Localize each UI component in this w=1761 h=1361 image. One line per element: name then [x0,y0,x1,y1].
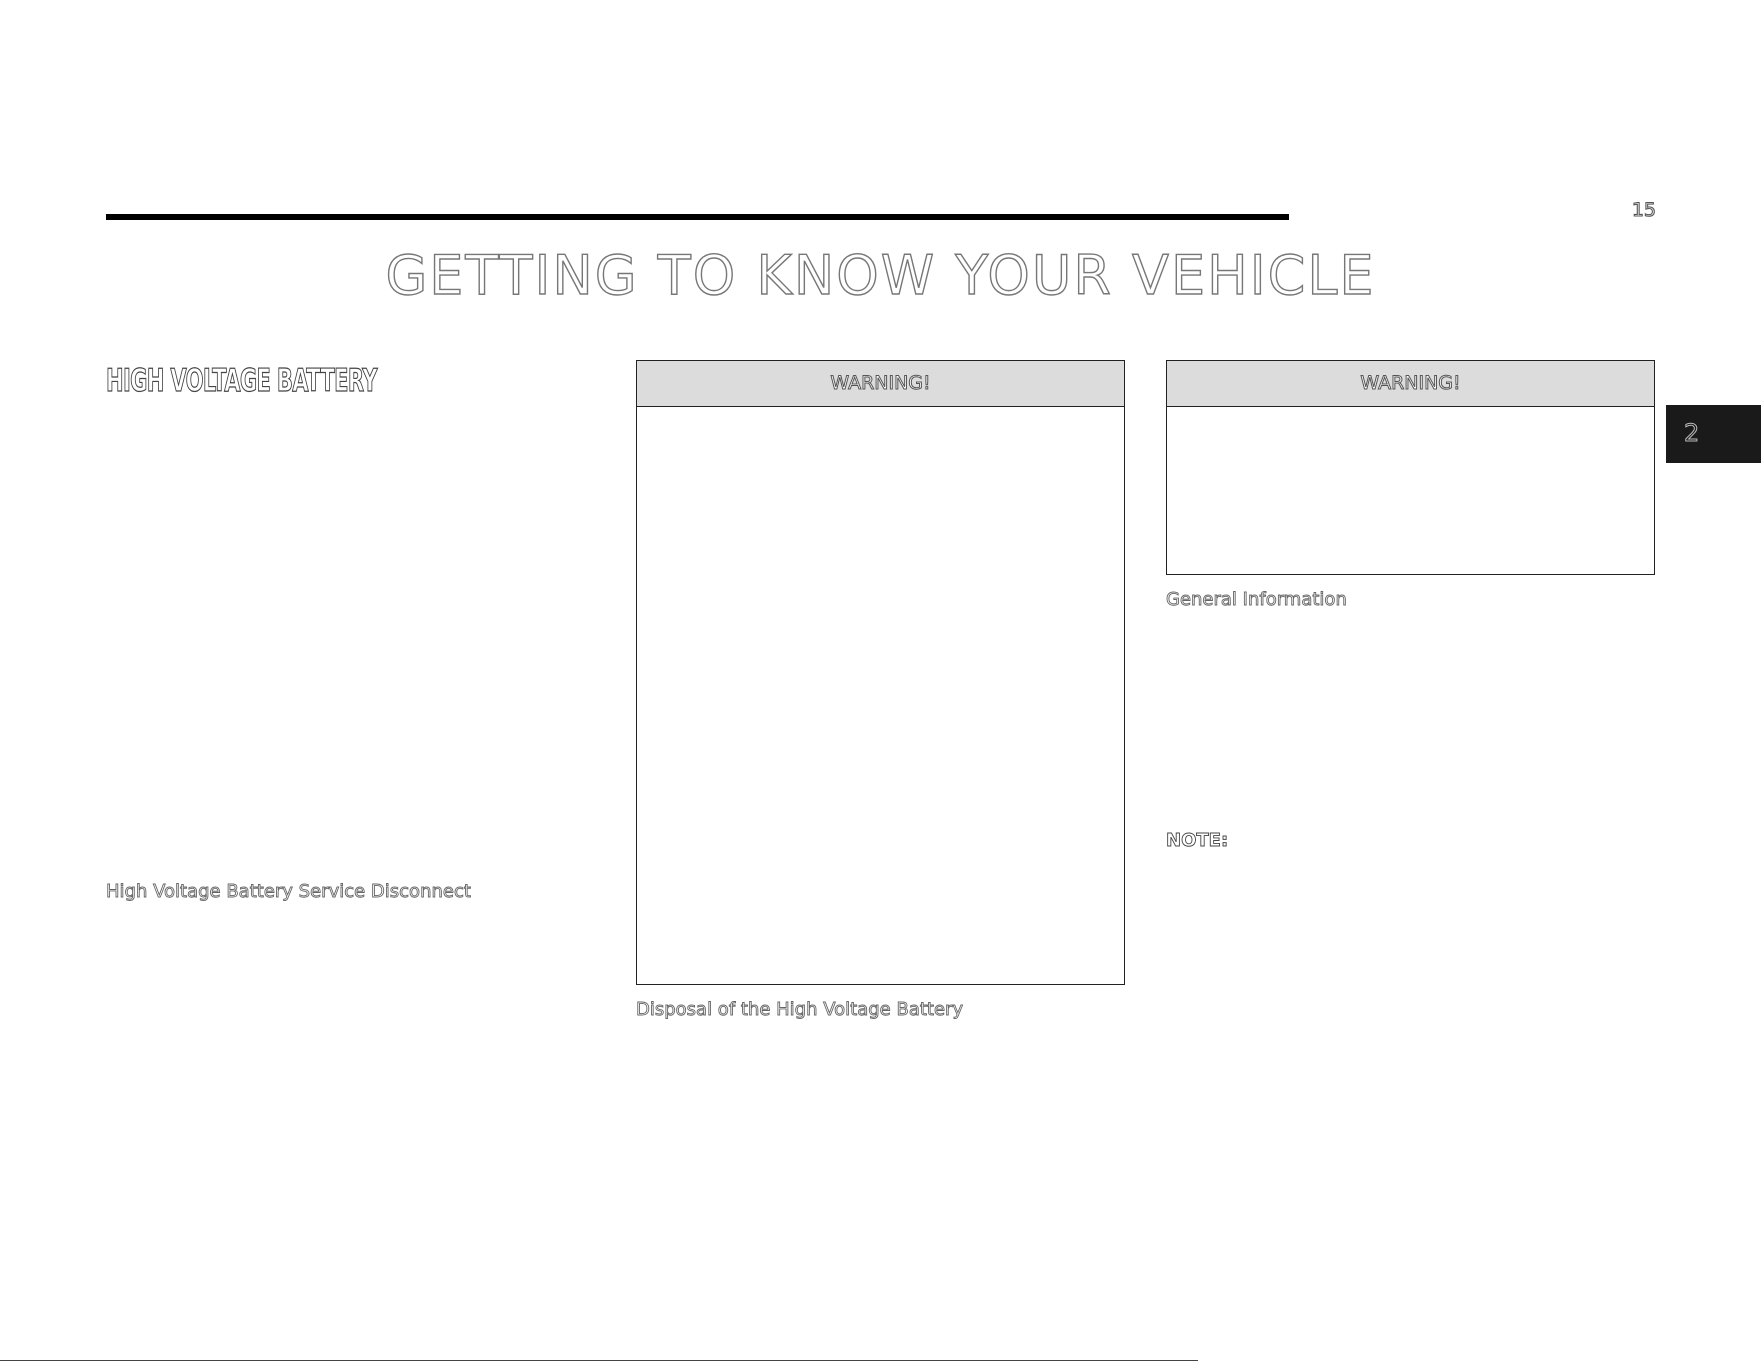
warning-title: WARNING! [1167,361,1654,407]
subheading-general-information: General Information [1166,589,1347,610]
note-label: NOTE: [1166,830,1229,851]
page-number: 15 [1631,199,1656,221]
warning-title: WARNING! [637,361,1124,407]
chapter-title: GETTING TO KNOW YOUR VEHICLE [385,244,1376,307]
subheading-service-disconnect: High Voltage Battery Service Disconnect [106,881,471,902]
subheading-disposal: Disposal of the High Voltage Battery [636,999,964,1020]
warning-box-right [1166,360,1655,575]
warning-box-middle [636,360,1125,985]
chapter-tab[interactable] [1666,405,1761,463]
header-rule [106,214,1289,220]
chapter-tab-number: 2 [1684,419,1700,447]
section-heading: HIGH VOLTAGE BATTERY [106,363,377,399]
